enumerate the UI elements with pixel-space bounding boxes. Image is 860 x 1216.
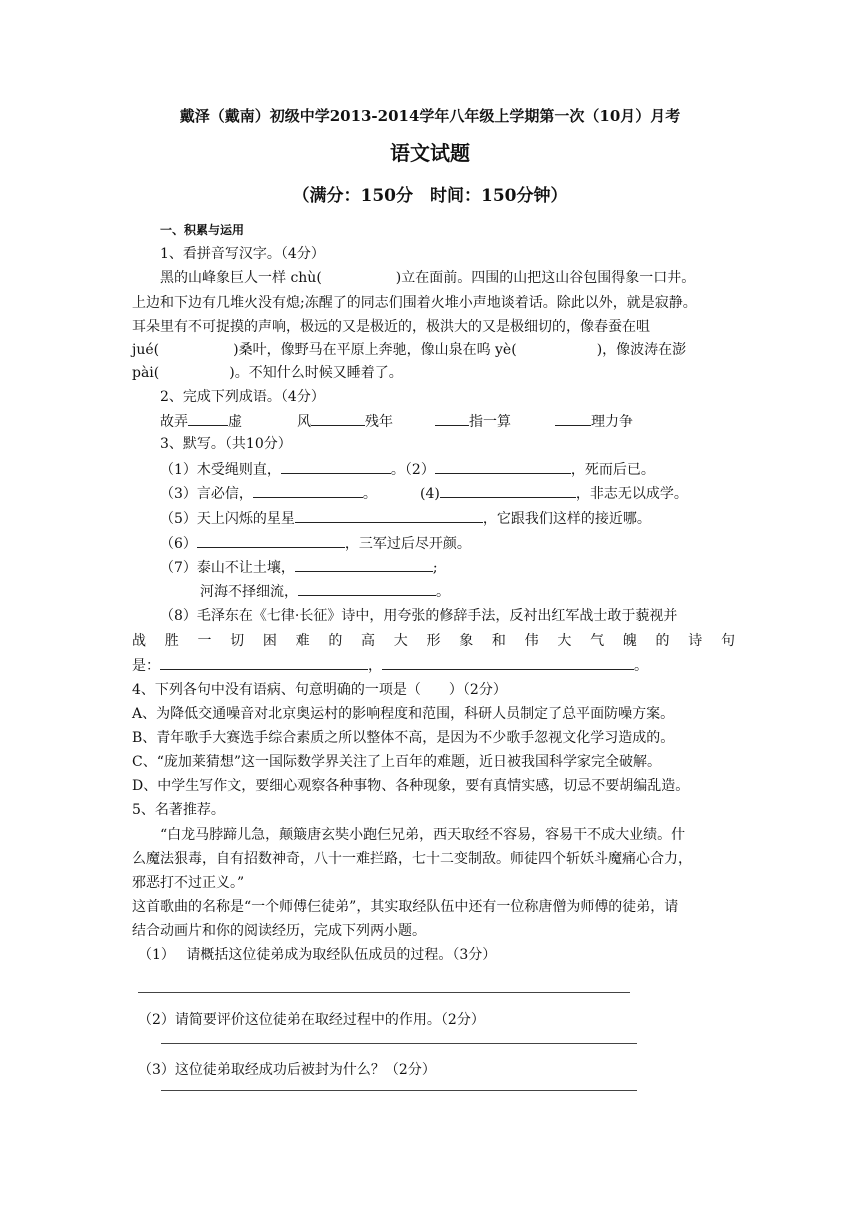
spread-char: 句 xyxy=(720,633,735,649)
spread-char: 诗 xyxy=(688,633,703,649)
spread-char: 大 xyxy=(393,633,408,649)
q4-label: 4、下列各句中没有语病、句意明确的一项是（ ）（2分） xyxy=(132,682,507,698)
spread-char: 难 xyxy=(295,633,310,649)
q5-sub-3: （3）这位徒弟取经成功后被封为什么？（2分） xyxy=(138,1062,436,1078)
section-heading: 一、积累与运用 xyxy=(160,223,245,237)
q2-label: 2、完成下列成语。（4分） xyxy=(160,389,325,405)
q4-option-d: D、中学生写作文，要细心观察各种事物、各种现象，要有真情实感，切忌不要胡编乱造。 xyxy=(132,778,690,794)
q4-option-b: B、青年歌手大赛选手综合素质之所以整体不高，是因为不少歌手忽视文化学习造成的。 xyxy=(132,730,675,746)
q5-lyric-1: “白龙马脖蹄儿急，颠簸唐玄奘小跑仨兄弟，西天取经不容易，容易干不成大业绩。什 xyxy=(160,827,686,843)
dictation-row-4: （6） ，三军过后尽开颜。 xyxy=(160,533,471,554)
dictation-row-2b: (4) ，非志无以成学。 xyxy=(420,483,688,504)
q3-label: 3、默写。（共10分） xyxy=(160,436,292,452)
spread-char: 高 xyxy=(361,633,376,649)
dictation-row-5: （7）泰山不让土壤， ; xyxy=(160,557,438,578)
spread-char: 一 xyxy=(197,633,212,649)
dictation-8-line1: （8）毛泽东在《七律·长征》诗中，用夸张的修辞手法，反衬出红军战士敢于藐视并 xyxy=(160,608,678,624)
dictation-8-line2 xyxy=(132,631,735,651)
dictation-row-1: （1）木受绳则直， 。（2） ，死而后已。 xyxy=(160,459,655,480)
dictation-row-2: （3）言必信， 。 xyxy=(160,483,377,504)
idiom-3: 指一算 xyxy=(435,411,511,432)
spread-char: 形 xyxy=(426,633,441,649)
idiom-1: 故弄 虚 xyxy=(160,411,242,432)
exam-meta: （满分：150分 时间：150分钟） xyxy=(292,186,568,206)
spread-char: 大 xyxy=(557,633,572,649)
idiom-4: 理力争 xyxy=(555,411,633,432)
exam-subject: 语文试题 xyxy=(390,141,470,165)
q5-intro-1: 这首歌曲的名称是“一个师傅仨徒弟”，其实取经队伍中还有一位称唐僧为师傅的徒弟，请 xyxy=(132,899,679,915)
q1-line5: pài( )。不知什么时候又睡着了。 xyxy=(132,365,403,381)
dictation-8-line3: 是： ， 。 xyxy=(132,655,648,676)
q5-sub-2: （2）请简要评价这位徒弟在取经过程中的作用。（2分） xyxy=(138,1012,485,1028)
idiom-2: 风 残年 xyxy=(297,411,393,432)
q5-lyric-3: 邪恶打不过正义。” xyxy=(132,875,245,891)
q4-option-a: A、为降低交通噪音对北京奥运村的影响程度和范围，科研人员制定了总平面防噪方案。 xyxy=(132,706,675,722)
q1-line3: 耳朵里有不可捉摸的声响，极远的又是极近的，极洪大的又是极细切的，像春蚕在咀 xyxy=(132,319,650,335)
answer-line-2[interactable] xyxy=(161,1043,637,1044)
spread-char: 战 xyxy=(132,633,146,649)
spread-char: 困 xyxy=(262,633,277,649)
dictation-row-6: 河海不择细流， 。 xyxy=(200,581,450,602)
q1-line2: 上边和下边有几堆火没有熄;冻醒了的同志们围着火堆小声地谈着话。除此以外，就是寂静。 xyxy=(132,295,697,311)
spread-char: 的 xyxy=(655,633,670,649)
spread-char: 伟 xyxy=(524,633,539,649)
spread-char: 胜 xyxy=(164,633,179,649)
q4-option-c: C、“庞加莱猜想”这一国际数学界关注了上百年的难题，近日被我国科学家完全破解。 xyxy=(132,754,662,770)
spread-char: 的 xyxy=(328,633,343,649)
dictation-row-3: （5）天上闪烁的星星 ，它跟我们这样的接近哪。 xyxy=(160,508,651,529)
q1-line4: jué( )桑叶，像野马在平原上奔驰，像山泉在呜 yè( )，像波涛在澎 xyxy=(132,342,687,358)
spread-char: 象 xyxy=(459,633,474,649)
spread-char: 气 xyxy=(590,633,605,649)
answer-line-1[interactable] xyxy=(138,992,630,993)
q5-lyric-2: 么魔法狠毒，自有招数神奇，八十一难拦路，七十二变制敌。师徒四个斩妖斗魔痛心合力， xyxy=(132,851,692,867)
q5-sub-1: （1） 请概括这位徒弟成为取经队伍成员的过程。（3分） xyxy=(138,947,497,963)
spread-char: 魄 xyxy=(622,633,637,649)
q5-label: 5、名著推荐。 xyxy=(132,802,225,818)
q5-intro-2: 结合动画片和你的阅读经历，完成下列两小题。 xyxy=(132,923,426,939)
spread-char: 切 xyxy=(230,633,245,649)
exam-title: 戴泽（戴南）初级中学2013-2014学年八年级上学期第一次（10月）月考 xyxy=(179,107,681,125)
q1-line1: 黑的山峰象巨人一样 chù( )立在面前。四围的山把这山谷包围得象一口井。 xyxy=(160,270,696,286)
q1-label: 1、看拼音写汉字。（4分） xyxy=(160,246,325,262)
answer-line-3[interactable] xyxy=(161,1090,637,1091)
spread-char: 和 xyxy=(491,633,506,649)
